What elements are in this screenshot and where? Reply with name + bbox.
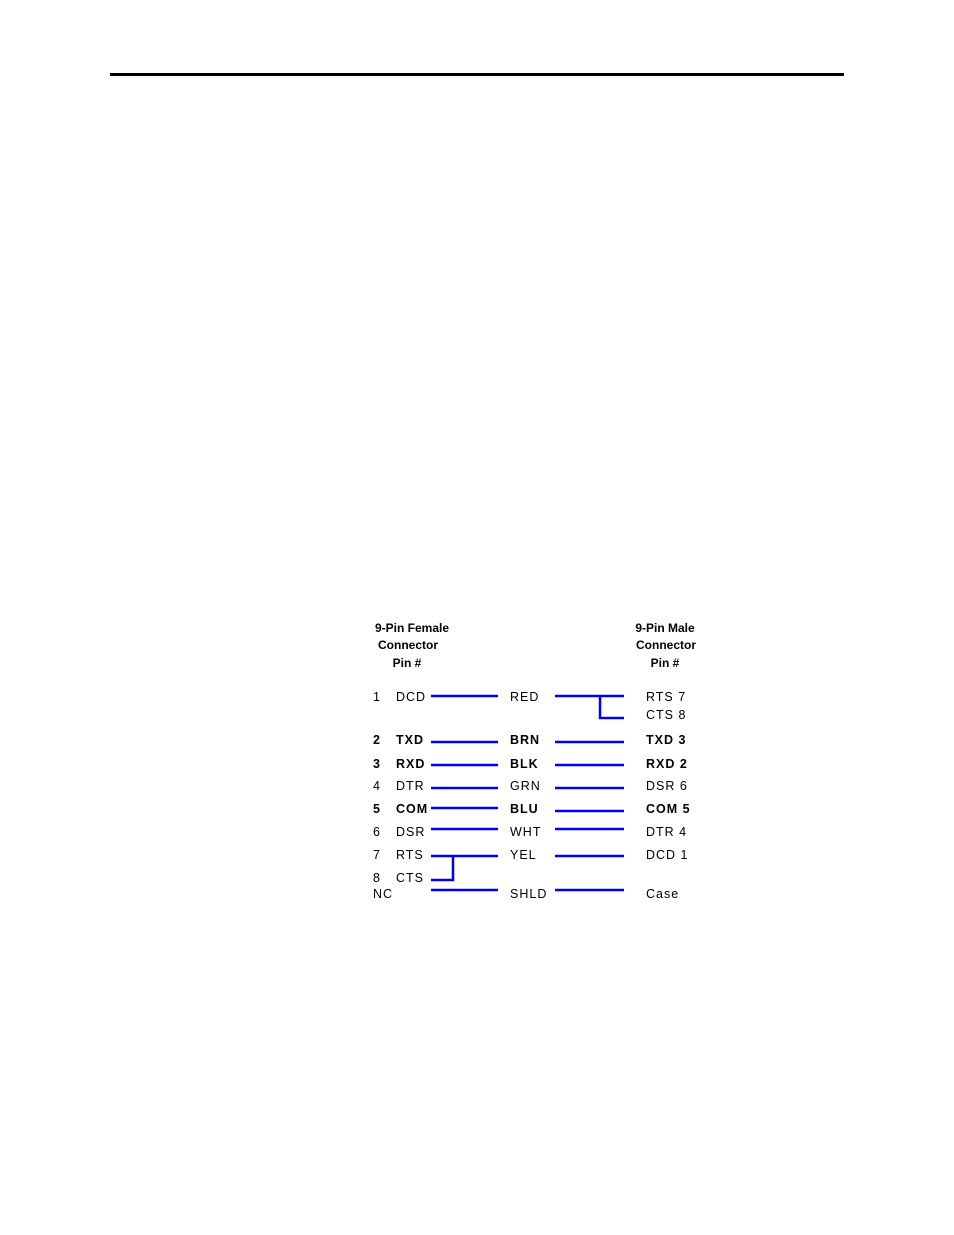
female-pin-3: 3 (373, 757, 381, 771)
wire-color-yel: YEL (510, 848, 537, 862)
wire-color-blk: BLK (510, 757, 539, 771)
female-signal-com: COM (396, 802, 429, 816)
female-signal-dtr: DTR (396, 779, 425, 793)
male-rts-7: RTS 7 (646, 690, 687, 704)
male-header-line-1: 9-Pin Male (635, 621, 695, 635)
female-signal-rxd: RXD (396, 757, 426, 771)
header-rule (110, 73, 844, 76)
female-pin-6: 6 (373, 825, 381, 839)
female-header-line-3: Pin # (392, 656, 422, 670)
female-pin-1: 1 (373, 690, 381, 704)
female-signal-cts: CTS (396, 871, 424, 885)
female-signal-dcd: DCD (396, 690, 427, 704)
jumper-rts-cts-female (431, 856, 453, 880)
wire-color-wht: WHT (510, 825, 542, 839)
wire-color-blu: BLU (510, 802, 539, 816)
wire-color-red: RED (510, 690, 540, 704)
male-cts-8: CTS 8 (646, 708, 687, 722)
male-dsr-6: DSR 6 (646, 779, 688, 793)
male-dcd-1: DCD 1 (646, 848, 689, 862)
female-pin-nc: NC (373, 887, 394, 901)
female-header-line-1: 9-Pin Female (374, 621, 450, 635)
wire-color-shld: SHLD (510, 887, 548, 901)
male-header-line-2: Connector (636, 638, 696, 652)
female-signal-rts: RTS (396, 848, 424, 862)
jumper-rts-cts-male (600, 696, 624, 718)
male-case: Case (646, 887, 680, 901)
male-rxd-2: RXD 2 (646, 757, 688, 771)
female-pin-7: 7 (373, 848, 381, 862)
female-header-line-2: Connector (378, 638, 438, 652)
pinout-svg (364, 612, 704, 904)
male-com-5: COM 5 (646, 802, 691, 816)
cable-pinout-diagram (364, 612, 704, 904)
female-signal-dsr: DSR (396, 825, 426, 839)
female-pin-5: 5 (373, 802, 381, 816)
female-pin-2: 2 (373, 733, 381, 747)
female-pin-4: 4 (373, 779, 381, 793)
wire-color-grn: GRN (510, 779, 541, 793)
male-dtr-4: DTR 4 (646, 825, 688, 839)
female-pin-8: 8 (373, 871, 381, 885)
female-signal-txd: TXD (396, 733, 424, 747)
male-txd-3: TXD 3 (646, 733, 687, 747)
wire-color-brn: BRN (510, 733, 541, 747)
male-header-line-3: Pin # (650, 656, 680, 670)
